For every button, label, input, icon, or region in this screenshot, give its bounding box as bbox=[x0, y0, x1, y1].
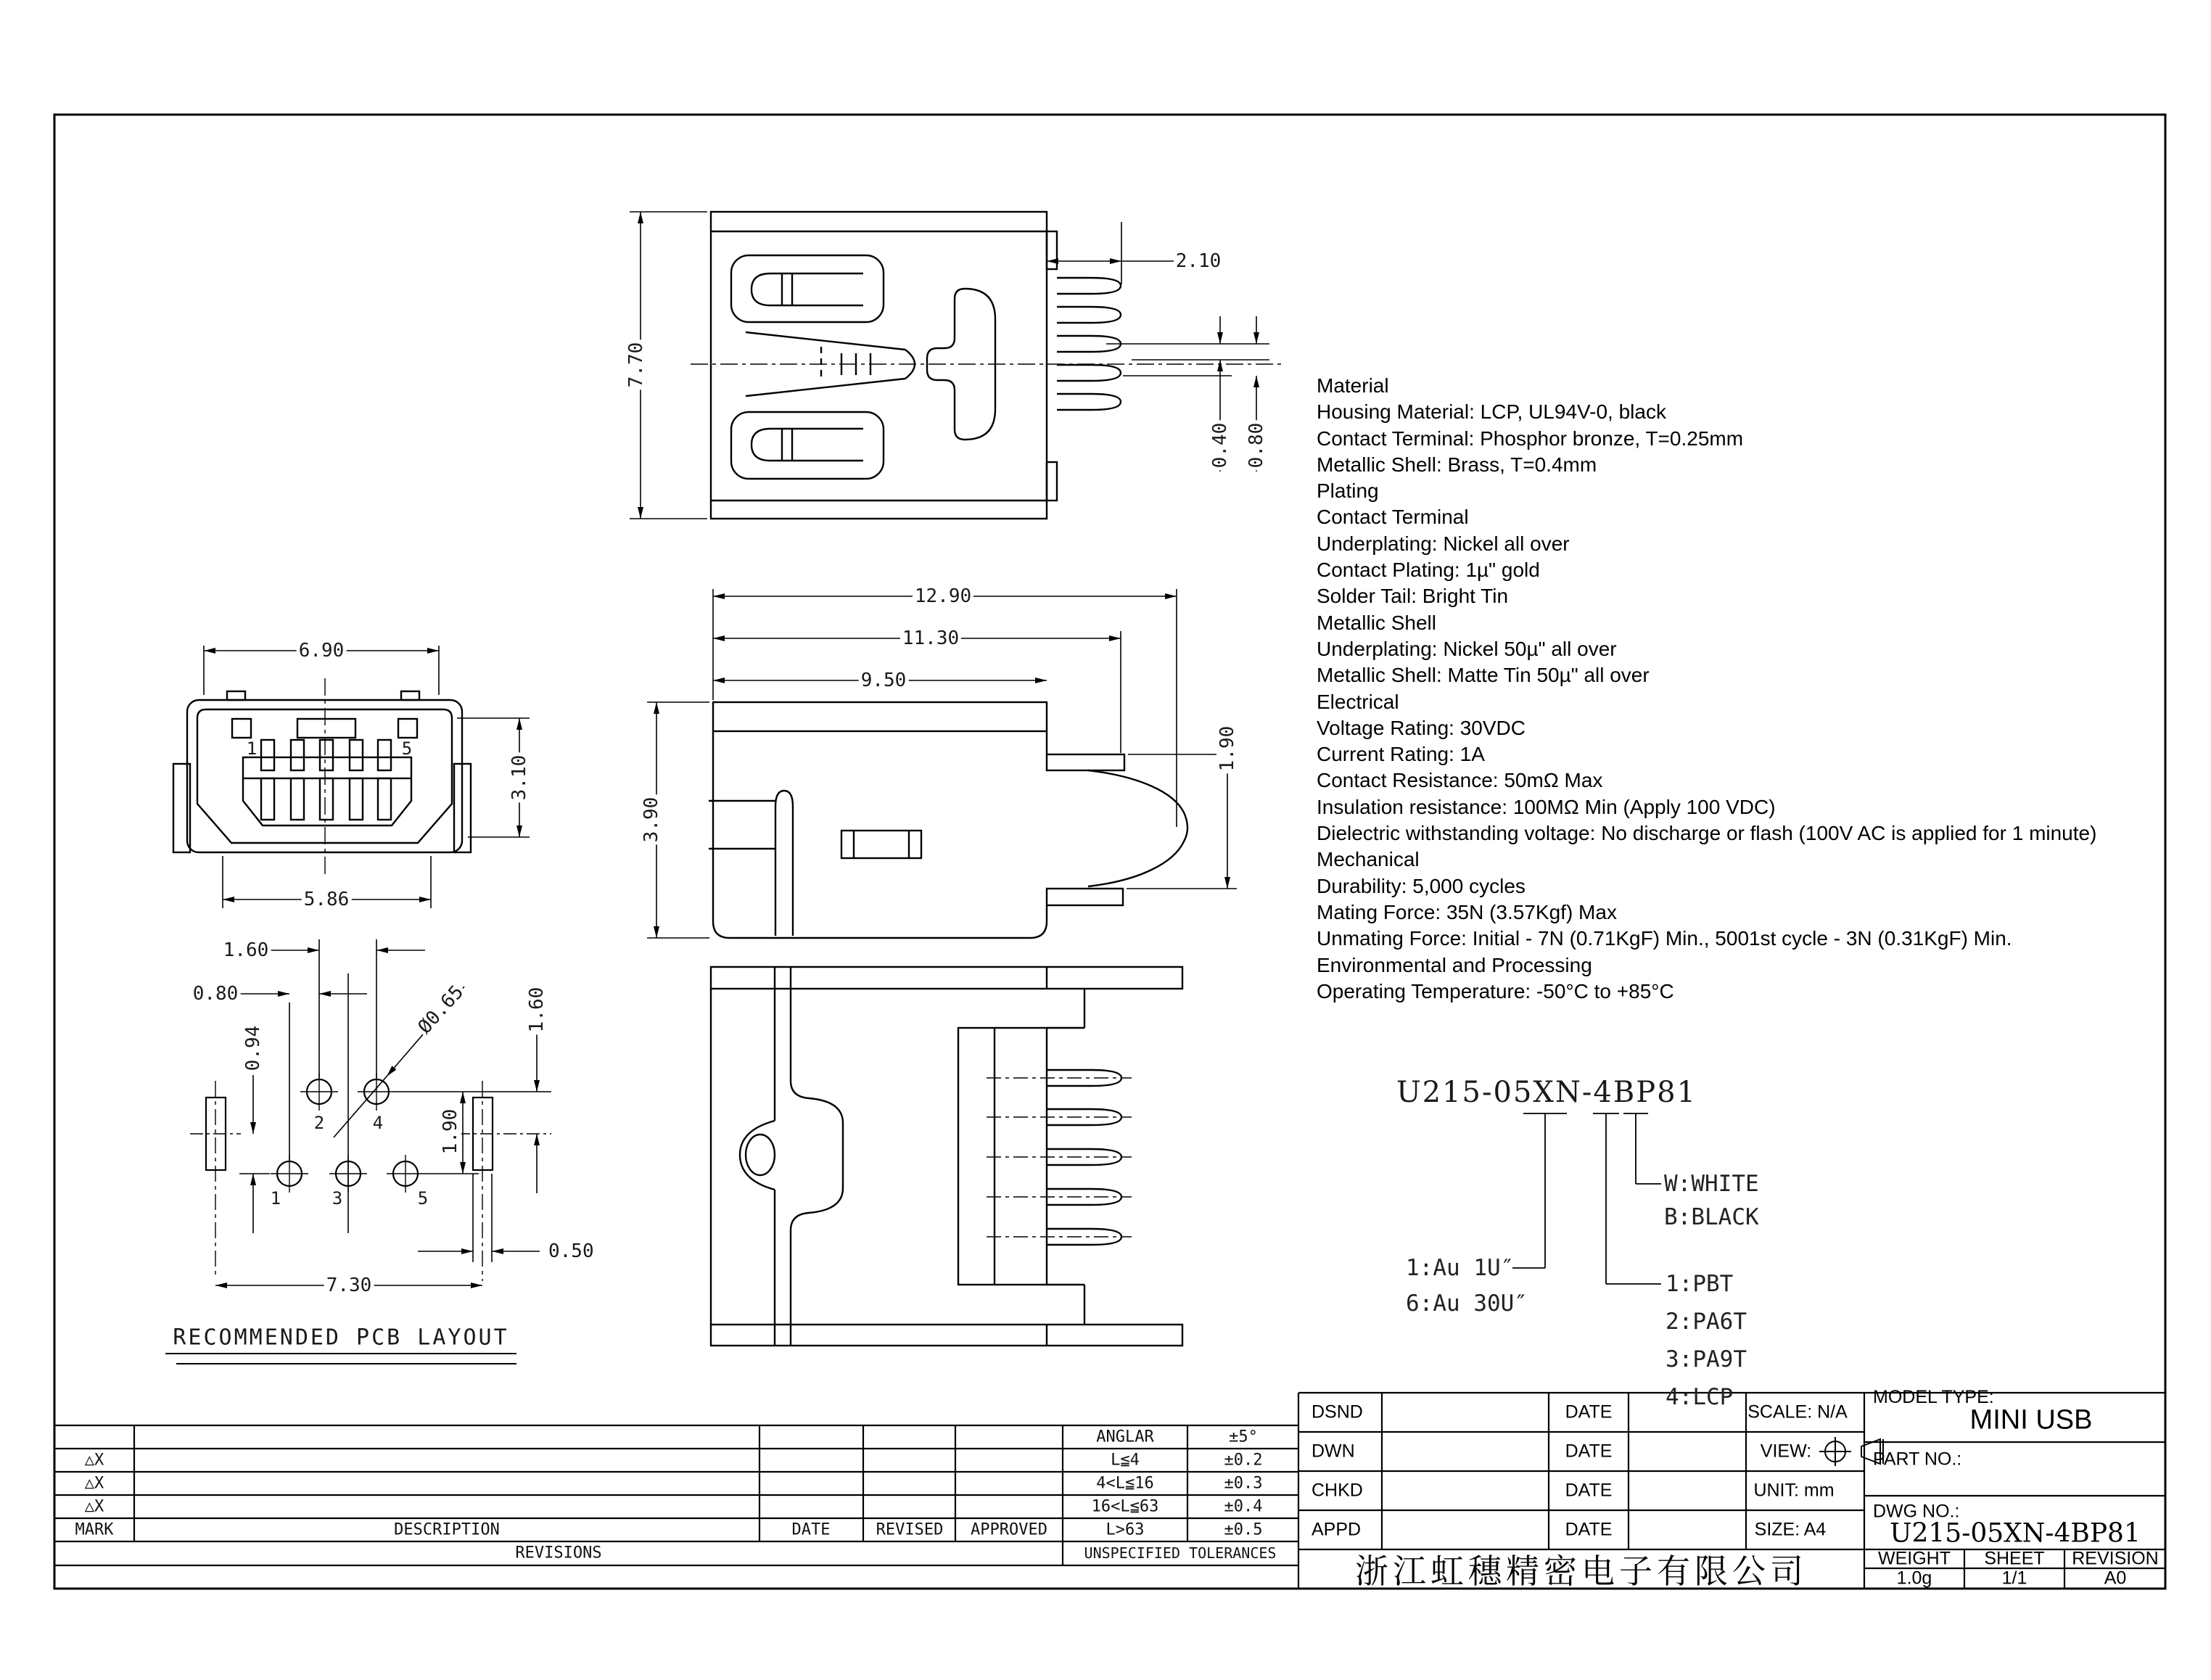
revision-header-revised: REVISED bbox=[876, 1520, 944, 1539]
tolerance-value: ±0.5 bbox=[1224, 1520, 1263, 1539]
dim-pcb-right: 1.60 bbox=[526, 985, 548, 1035]
pcb-pin-label-3: 3 bbox=[332, 1188, 343, 1208]
dim-front-width: 6.90 bbox=[297, 640, 347, 662]
dim-pcb-offset: 0.94 bbox=[242, 1024, 264, 1074]
spec-line: Voltage Rating: 30VDC bbox=[1317, 716, 1526, 739]
revision-value: A0 bbox=[2104, 1568, 2127, 1589]
weight-label: WEIGHT bbox=[1878, 1548, 1951, 1569]
pcb-layout-dimensions bbox=[215, 939, 551, 1285]
pn-material-option: 4:LCP bbox=[1666, 1384, 1734, 1410]
titleblock-dsnd-label: DSND bbox=[1312, 1401, 1363, 1422]
dim-pcb-hole-dia: Ø0.65 bbox=[413, 980, 470, 1040]
dim-pcb-pitch: 1.60 bbox=[221, 939, 271, 961]
revisions-title: REVISIONS bbox=[515, 1544, 602, 1562]
bottom-view-linework bbox=[711, 967, 1182, 1346]
part-no-label: PART NO.: bbox=[1873, 1449, 1962, 1470]
revision-label: REVISION bbox=[2072, 1548, 2159, 1569]
front-view-dimensions bbox=[204, 646, 530, 908]
dwg-no-label: DWG NO.: bbox=[1873, 1501, 1960, 1522]
spec-line: Operating Temperature: -50°C to +85°C bbox=[1317, 979, 1674, 1002]
titleblock-dwn-label: DWN bbox=[1312, 1441, 1355, 1462]
tolerance-value: ±5° bbox=[1229, 1428, 1258, 1446]
spec-line: Contact Terminal: Phosphor bronze, T=0.25mm bbox=[1317, 427, 1744, 450]
dim-top-tail-offset-b: 0.80 bbox=[1246, 421, 1267, 471]
revision-header-approved: APPROVED bbox=[971, 1520, 1047, 1539]
weight-value: 1.0g bbox=[1896, 1568, 1932, 1589]
titleblock-date-label: DATE bbox=[1565, 1519, 1613, 1540]
tolerance-range: 16<L≦63 bbox=[1091, 1497, 1159, 1516]
titleblock-unit: UNIT: mm bbox=[1753, 1480, 1835, 1501]
dim-top-height: 7.70 bbox=[625, 340, 647, 390]
part-number-leaders bbox=[1512, 1113, 1661, 1284]
dim-pcb-rows: 1.90 bbox=[440, 1107, 461, 1157]
spec-line: Durability: 5,000 cycles bbox=[1317, 874, 1526, 897]
spec-line: Contact Resistance: 50mΩ Max bbox=[1317, 769, 1603, 792]
model-type-value: MINI USB bbox=[1969, 1404, 2093, 1436]
top-view-linework bbox=[711, 212, 1121, 519]
company-name: 浙江虹穗精密电子有限公司 bbox=[1355, 1552, 1808, 1590]
dim-front-inner: 5.86 bbox=[302, 889, 352, 910]
revision-mark: △X bbox=[84, 1474, 104, 1493]
tolerance-value: ±0.3 bbox=[1224, 1474, 1263, 1493]
spec-line: Contact Terminal bbox=[1317, 506, 1469, 529]
pn-color-option: W:WHITE bbox=[1664, 1171, 1759, 1197]
pcb-layout-centerlines bbox=[190, 1073, 551, 1281]
spec-line: Metallic Shell: Matte Tin 50µ" all over bbox=[1317, 664, 1650, 687]
spec-line: Metallic Shell bbox=[1317, 611, 1436, 634]
unspecified-tolerances-title: UNSPECIFIED TOLERANCES bbox=[1084, 1544, 1277, 1562]
pcb-pin-label-1: 1 bbox=[270, 1188, 281, 1208]
spec-line: Dielectric withstanding voltage: No discharge or flash (100V AC is applied for 1 minute) bbox=[1317, 822, 2097, 845]
spec-line: Metallic Shell: Brass, T=0.4mm bbox=[1317, 453, 1597, 476]
dim-side-total: 12.90 bbox=[913, 585, 973, 607]
titleblock-date-label: DATE bbox=[1565, 1401, 1613, 1422]
top-view-dimensions bbox=[630, 212, 1269, 519]
titleblock-size: SIZE: A4 bbox=[1754, 1519, 1827, 1540]
tolerance-value: ±0.2 bbox=[1224, 1451, 1263, 1470]
revision-header-date: DATE bbox=[791, 1520, 831, 1539]
spec-line: Underplating: Nickel all over bbox=[1317, 532, 1570, 555]
pcb-pin-label-2: 2 bbox=[313, 1113, 325, 1133]
tolerance-range: L≦4 bbox=[1111, 1451, 1140, 1470]
pn-material-option: 2:PA6T bbox=[1666, 1309, 1747, 1335]
titleblock-date-label: DATE bbox=[1565, 1441, 1613, 1462]
spec-line: Material bbox=[1317, 374, 1389, 397]
dim-side-height: 3.90 bbox=[641, 795, 662, 845]
model-type-label: MODEL TYPE: bbox=[1873, 1387, 1994, 1407]
tolerance-range: 4<L≦16 bbox=[1096, 1474, 1154, 1493]
revision-mark: △X bbox=[84, 1451, 104, 1470]
revision-mark: △X bbox=[84, 1497, 104, 1516]
pn-plating-option: 6:Au 30U″ bbox=[1406, 1290, 1528, 1317]
front-pin-label-1: 1 bbox=[246, 738, 258, 759]
titleblock-scale: SCALE: N/A bbox=[1747, 1401, 1848, 1422]
tolerance-range: L>63 bbox=[1106, 1520, 1145, 1539]
dim-front-opening: 3.10 bbox=[509, 753, 530, 803]
dim-side-tab: 1.90 bbox=[1216, 724, 1238, 774]
pn-plating-option: 1:Au 1U″ bbox=[1406, 1255, 1515, 1281]
spec-line: Unmating Force: Initial - 7N (0.71KgF) Min., 5001st cycle - 3N (0.31KgF) Min. bbox=[1317, 927, 2012, 950]
spec-line: Solder Tail: Bright Tin bbox=[1317, 585, 1509, 608]
dwg-no-value: U215-05XN-4BP81 bbox=[1890, 1518, 2141, 1549]
dim-side-shell: 11.30 bbox=[900, 627, 961, 649]
dim-pcb-stagger: 0.80 bbox=[191, 983, 241, 1005]
titleblock-chkd-label: CHKD bbox=[1312, 1480, 1363, 1501]
pcb-pin-label-4: 4 bbox=[372, 1113, 384, 1133]
tolerance-value: ±0.4 bbox=[1224, 1497, 1263, 1516]
pn-material-option: 1:PBT bbox=[1666, 1271, 1734, 1297]
dim-side-body: 9.50 bbox=[859, 670, 909, 691]
spec-line: Contact Plating: 1µ" gold bbox=[1317, 559, 1540, 582]
titleblock-appd-label: APPD bbox=[1312, 1519, 1362, 1540]
dim-pcb-pad: 0.50 bbox=[548, 1240, 594, 1262]
spec-line: Underplating: Nickel 50µ" all over bbox=[1317, 637, 1617, 660]
side-view-linework bbox=[709, 702, 1187, 938]
spec-line: Electrical bbox=[1317, 690, 1399, 713]
pcb-pin-label-5: 5 bbox=[417, 1188, 429, 1208]
spec-text-block bbox=[1317, 373, 2096, 1005]
pn-color-option: B:BLACK bbox=[1664, 1204, 1759, 1230]
front-view-linework bbox=[173, 691, 471, 852]
spec-line: Environmental and Processing bbox=[1317, 953, 1592, 976]
pcb-layout-title: RECOMMENDED PCB LAYOUT bbox=[173, 1325, 509, 1351]
dim-pcb-span: 7.30 bbox=[324, 1275, 374, 1296]
revision-header-mark: MARK bbox=[75, 1520, 114, 1539]
spec-line: Insulation resistance: 100MΩ Min (Apply 100 VDC) bbox=[1317, 795, 1776, 818]
revision-header-description: DESCRIPTION bbox=[394, 1520, 500, 1539]
dim-top-tail-length: 2.10 bbox=[1175, 250, 1222, 272]
tolerance-range: ANGLAR bbox=[1096, 1428, 1154, 1446]
bottom-view-centerlines bbox=[987, 1078, 1132, 1237]
spec-line: Plating bbox=[1317, 479, 1379, 503]
titleblock-date-label: DATE bbox=[1565, 1480, 1613, 1501]
titleblock-view-label: VIEW: bbox=[1760, 1441, 1812, 1462]
part-number-code: U215-05XN-4BP81 bbox=[1396, 1076, 1697, 1109]
spec-line: Housing Material: LCP, UL94V-0, black bbox=[1317, 400, 1666, 424]
spec-line: Mechanical bbox=[1317, 848, 1420, 871]
sheet-value: 1/1 bbox=[2001, 1568, 2027, 1589]
pcb-title-underline bbox=[165, 1354, 516, 1364]
spec-line: Mating Force: 35N (3.57Kgf) Max bbox=[1317, 900, 1617, 923]
spec-line: Current Rating: 1A bbox=[1317, 743, 1485, 766]
pn-material-option: 3:PA9T bbox=[1666, 1346, 1747, 1372]
sheet-label: SHEET bbox=[1984, 1548, 2045, 1569]
dim-top-tail-offset-a: 0.40 bbox=[1209, 421, 1231, 471]
front-pin-label-5: 5 bbox=[401, 738, 413, 759]
